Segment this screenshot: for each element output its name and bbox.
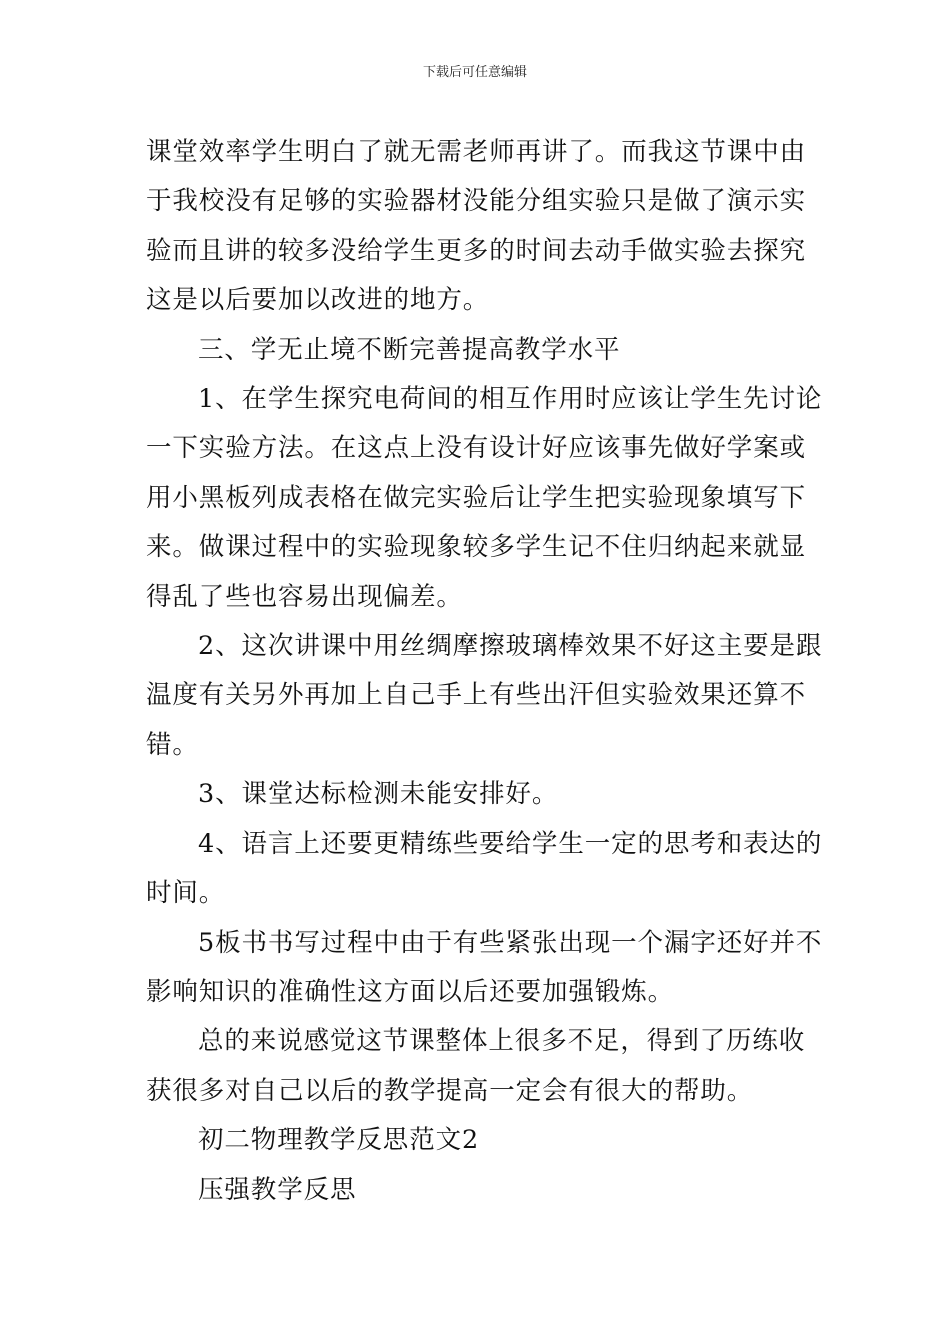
text-line: 这是以后要加以改进的地方。: [146, 285, 490, 316]
text-line: 压强教学反思: [198, 1174, 357, 1205]
text-line: 时间。: [146, 878, 226, 909]
text-line: 得乱了些也容易出现偏差。: [146, 581, 463, 612]
text-line: 一下实验方法。在这点上没有设计好应该事先做好学案或: [146, 433, 807, 464]
paragraph-item-1: [146, 375, 823, 622]
text-line: 5板书书写过程中由于有些紧张出现一个漏字还好并不: [198, 927, 823, 958]
section-heading-3: [146, 326, 806, 375]
text-line: 来。做课过程中的实验现象较多学生记不住归纳起来就显: [146, 532, 807, 563]
paragraph-item-4: [146, 820, 823, 919]
text-line: 总的来说感觉这节课整体上很多不足，得到了历练收: [198, 1026, 806, 1057]
text-line: 错。: [146, 729, 199, 760]
text-line: 影响知识的准确性这方面以后还要加强锻炼。: [146, 976, 675, 1007]
text-line: 初二物理教学反思范文2: [198, 1125, 480, 1156]
text-line: 2、这次讲课中用丝绸摩擦玻璃棒效果不好这主要是跟: [198, 631, 823, 662]
text-line: 课堂效率学生明白了就无需老师再讲了。而我这节课中由: [146, 137, 807, 167]
text-line: 温度有关另外再加上自己手上有些出汗但实验效果还算不: [146, 680, 807, 711]
text-line: 用小黑板列成表格在做完实验后让学生把实验现象填写下: [146, 482, 807, 513]
text-line: 验而且讲的较多没给学生更多的时间去动手做实验去探究: [146, 235, 807, 266]
article-title-pressure: [146, 1166, 806, 1215]
sample-title-2: [146, 1116, 806, 1165]
paragraph-item-3: [146, 770, 806, 819]
document-body: [146, 128, 823, 1215]
page-header: 下载后可任意编辑: [422, 65, 527, 80]
paragraph-item-2: [146, 622, 823, 770]
text-line: 三、学无止境不断完善提高教学水平: [198, 334, 621, 365]
text-line: 3、课堂达标检测未能安排好。: [198, 779, 559, 810]
text-line: 1、在学生探究电荷间的相互作用时应该让学生先讨论: [198, 384, 823, 415]
paragraph-1: [146, 128, 806, 326]
text-line: 获很多对自己以后的教学提高一定会有很大的帮助。: [146, 1075, 754, 1106]
paragraph-summary: [146, 1017, 806, 1116]
text-line: 4、语言上还要更精练些要给学生一定的思考和表达的: [198, 828, 823, 859]
paragraph-item-5: [146, 919, 823, 1018]
text-line: 于我校没有足够的实验器材没能分组实验只是做了演示实: [146, 186, 807, 217]
